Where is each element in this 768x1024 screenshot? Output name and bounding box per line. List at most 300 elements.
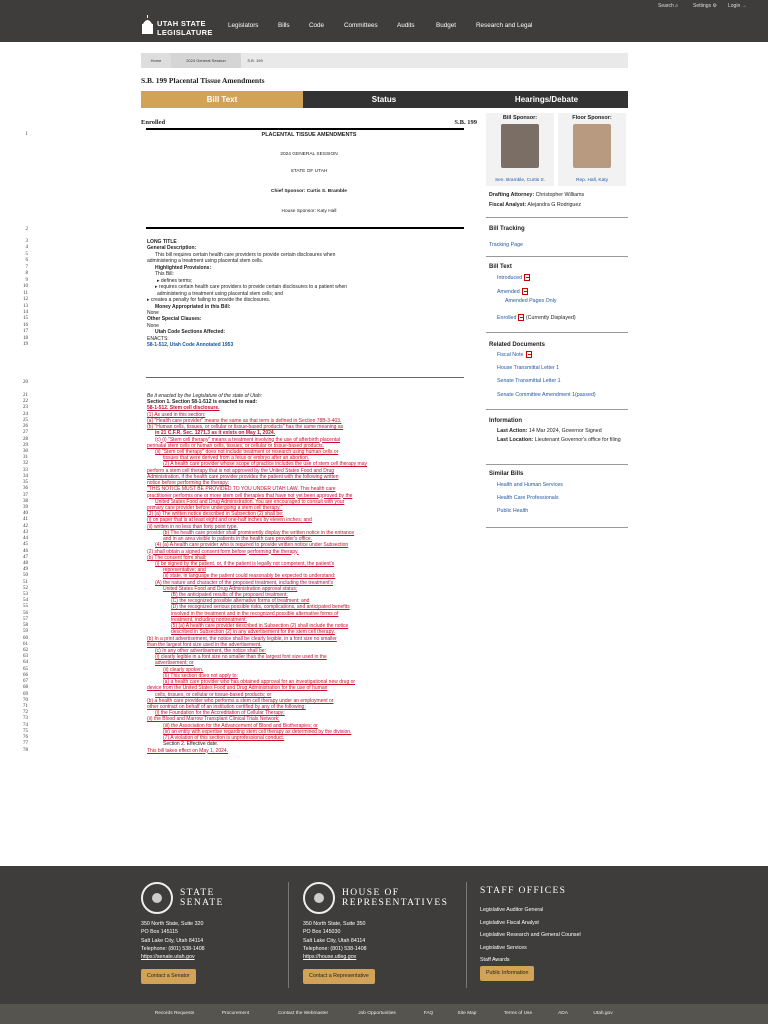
line-number: 53	[23, 592, 28, 598]
search-icon: ⌕	[675, 3, 679, 9]
nav-code[interactable]: Code	[309, 22, 325, 29]
line-number: 74	[23, 722, 28, 728]
line-number: 43	[23, 529, 28, 535]
line-text: primary care provider before undergoing a stem cell therapy."	[147, 504, 283, 511]
bottom-link[interactable]: Contact the Webmaster	[277, 1011, 329, 1016]
staff-offices-title: STAFF OFFICES	[480, 886, 567, 896]
line-text: (4) (a) A health care provider who is required to provide written notice under Subsection	[155, 542, 349, 549]
floor-sponsor-name[interactable]: Rep. Hall, Katy	[576, 178, 608, 183]
line-text: ▸ creates a penalty for failing to provide the disclosures.	[147, 297, 271, 304]
line-text: perinatal stem cells or human cells, tissues, or cellular or tissue-based products.	[147, 442, 325, 449]
document-line	[0, 169, 480, 175]
document-line	[0, 660, 480, 666]
public-information-button[interactable]: Public Information	[480, 966, 534, 981]
footer-divider	[466, 882, 467, 988]
house-seal-icon	[303, 882, 335, 914]
document-line	[0, 252, 480, 258]
line-number: 45	[23, 542, 28, 548]
site-logo[interactable]	[141, 15, 223, 39]
settings-link[interactable]: Settings ⚙	[693, 3, 717, 9]
line-text: (A) the nature and character of the proposed treatment, including the treatment's	[155, 579, 334, 586]
document-line	[0, 278, 480, 284]
line-text: (b) The health care provider shall prominently display the written notice in the entrance	[163, 529, 355, 536]
bill-sponsor-card[interactable]	[486, 113, 554, 186]
login-icon: →	[741, 3, 747, 9]
document-line	[0, 517, 480, 523]
line-text: Section 1. Section 58-1-512 is enacted to read:	[147, 399, 258, 406]
document-line	[0, 524, 480, 530]
fiscal-note-link[interactable]: Fiscal Note	[497, 351, 532, 358]
line-number: 57	[23, 616, 28, 622]
line-text: involved in the treatment and in the recognized possible alternative forms of	[171, 610, 339, 617]
document-line	[0, 405, 480, 411]
line-number: 2	[25, 227, 28, 232]
tab-hearings[interactable]: Hearings/Debate	[465, 91, 628, 108]
breadcrumb-bill: S.B. 199	[247, 58, 263, 63]
contact-senator-button[interactable]: Contact a Senator	[141, 969, 196, 984]
bottom-link[interactable]: FAQ	[423, 1011, 434, 1016]
last-action: Last Action: 14 Mar 2024, Governor Signed	[497, 428, 602, 434]
document-line	[0, 536, 480, 542]
line-number: 9	[25, 277, 28, 283]
document-line	[0, 505, 480, 511]
document-line	[0, 667, 480, 673]
fiscal-analyst: Fiscal Analyst: Alejandra G Rodriguez	[489, 202, 581, 208]
sidebar-divider	[486, 527, 628, 528]
document-line	[0, 629, 480, 635]
line-number: 50	[23, 573, 28, 579]
amended-pages-link[interactable]: Amended Pages Only	[505, 298, 557, 304]
bill-sponsor-photo	[501, 124, 539, 168]
document-line	[0, 586, 480, 592]
document-line	[0, 297, 480, 303]
senate-amendment-link[interactable]: Senate Committee Amendment 1(passed)	[497, 392, 596, 398]
introduced-link[interactable]: Introduced	[497, 274, 530, 281]
utility-bar	[0, 0, 768, 12]
similar-bills-heading: Similar Bills	[489, 471, 524, 477]
line-number: 69	[23, 691, 28, 697]
line-number: 39	[23, 504, 28, 510]
gear-icon: ⚙	[712, 3, 717, 9]
line-text: 58-1-512, Utah Code Annotated 1953	[147, 342, 234, 349]
line-text: This Bill:	[155, 271, 174, 278]
line-number: 51	[23, 579, 28, 585]
pdf-icon[interactable]	[518, 314, 524, 321]
logo-line2: LEGISLATURE	[157, 28, 213, 37]
document-line	[0, 604, 480, 610]
line-text: (D) the recognized serious possible risks, complications, and anticipated benefits	[171, 604, 350, 611]
line-text: cells, tissues, or cellular or tissue-based products; or	[155, 691, 272, 698]
line-text: (2) A health care provider whose scope of practice includes the use of stem cell therapy may	[163, 461, 367, 468]
floor-sponsor-photo	[573, 124, 611, 168]
bottom-link[interactable]: Utah.gov	[593, 1011, 613, 1016]
document-line	[0, 567, 480, 573]
tab-bill-text[interactable]: Bill Text	[141, 91, 303, 108]
document-rule	[146, 128, 464, 130]
sidebar-divider	[486, 256, 628, 257]
document-line	[0, 654, 480, 660]
line-text: practitioner performs one or more stem cell therapies that have not yet been approved by the	[147, 492, 353, 499]
line-text: other contract on behalf of an institution certified by any of the following:	[147, 704, 306, 710]
house-url[interactable]: https://house.utleg.gov	[303, 954, 357, 961]
bottom-link-bar	[0, 1004, 768, 1024]
line-number: 55	[23, 604, 28, 610]
line-number: 8	[25, 271, 28, 277]
line-number: 63	[23, 654, 28, 660]
line-text: Utah Code Sections Affected:	[155, 329, 226, 336]
staff-link[interactable]: Staff Awards	[480, 957, 510, 963]
document-line	[0, 493, 480, 499]
main-navbar	[0, 12, 768, 42]
footer-divider	[288, 882, 289, 988]
line-number: 73	[23, 716, 28, 722]
breadcrumb-session[interactable]: 2024 General Session	[171, 53, 241, 68]
line-text: ▸ defines terms;	[157, 277, 193, 284]
document-line	[0, 642, 480, 648]
line-number: 24	[23, 411, 28, 417]
document-line	[0, 443, 480, 449]
line-number: 71	[23, 704, 28, 709]
line-text: perform a stem cell therapy that is not approved by the United States Food and Drug	[147, 467, 335, 474]
line-number: 60	[23, 635, 28, 641]
line-number: 6	[25, 258, 28, 264]
line-text: representative; and	[163, 567, 206, 574]
line-number: 22	[23, 399, 28, 405]
document-line	[0, 698, 480, 704]
pdf-icon[interactable]	[522, 288, 528, 295]
document-line	[0, 623, 480, 629]
tab-status[interactable]: Status	[303, 91, 465, 108]
line-text: device from the United States Food and Drug Administration for the use of human	[147, 685, 328, 692]
document-line	[0, 474, 480, 480]
line-number: 1	[25, 132, 28, 137]
line-text: (i) the Foundation for the Accreditation of Cellular Therapy;	[155, 710, 285, 717]
line-number: 21	[23, 393, 28, 398]
document-line	[0, 412, 480, 418]
document-line	[0, 449, 480, 455]
nav-committees[interactable]: Committees	[344, 22, 378, 29]
line-number: 52	[23, 585, 28, 591]
senate-title-1: STATE	[180, 888, 215, 898]
line-text: than the largest font size used in the advertisement.	[147, 641, 262, 648]
document-line	[0, 692, 480, 698]
line-text: (i) on paper that is at least eight and one-half inches by eleven inches; and	[147, 517, 312, 524]
enrolled-link[interactable]: Enrolled (Currently Displayed)	[497, 314, 576, 321]
bottom-link[interactable]: Procurement	[221, 1011, 250, 1016]
senate-address: 350 North State, Suite 320 PO Box 145115 Salt Lake City, Utah 84114 Telephone: (801) 538-1408 https://senate.utah.gov	[141, 921, 205, 961]
line-number: 67	[23, 679, 28, 685]
site-footer	[0, 866, 768, 1004]
line-number: 17	[23, 329, 28, 335]
document-line	[0, 592, 480, 598]
document-line	[0, 455, 480, 461]
bill-tabs	[141, 91, 628, 108]
line-number: 26	[23, 424, 28, 430]
line-text: (b) In a print advertisement, the notice shall be clearly legible, in a font size no smaller	[147, 635, 337, 642]
pdf-icon[interactable]	[526, 351, 532, 358]
nav-legislators[interactable]: Legislators	[228, 22, 259, 29]
line-text: General Description:	[147, 245, 197, 252]
sidebar-divider	[486, 464, 628, 465]
line-text: LONG TITLE	[147, 239, 177, 245]
bill-sponsor-name[interactable]: Sen. Bramble, Curtis S.	[494, 178, 546, 183]
line-text: (b) The consent form shall:	[147, 554, 207, 561]
line-text: PLACENTAL TISSUE AMENDMENTS	[261, 132, 357, 138]
document-line	[0, 323, 480, 329]
line-number: 34	[23, 473, 28, 479]
line-number: 54	[23, 598, 28, 604]
document-line	[0, 284, 480, 290]
similar-bill-link[interactable]: Public Health	[497, 508, 529, 514]
line-number: 25	[23, 417, 28, 423]
document-line	[0, 549, 480, 555]
breadcrumb-home[interactable]: Home	[141, 53, 171, 68]
document-line	[0, 209, 480, 215]
line-number: 41	[23, 517, 28, 523]
line-number: 7	[25, 264, 28, 270]
document-line	[0, 393, 480, 399]
bottom-link[interactable]: Site Map	[457, 1011, 477, 1016]
line-number: 61	[23, 641, 28, 647]
line-text: (B) the anticipated results of the proposed treatment;	[171, 592, 288, 599]
line-number: 62	[23, 648, 28, 654]
document-line	[0, 239, 480, 245]
line-text: United States Food and Drug Administration approval status;	[163, 585, 298, 592]
line-number: 28	[23, 436, 28, 442]
document-line	[0, 673, 480, 679]
house-address: 350 North State, Suite 350 PO Box 145030 Salt Lake City, Utah 84114 Telephone: (801) 538-1408 https://house.utleg.gov	[303, 921, 367, 961]
line-text: ▸ requires certain health care providers to provide certain disclosures to a patient when	[155, 284, 348, 291]
document-line	[0, 437, 480, 443]
line-text: (1) As used in this section:	[147, 411, 206, 418]
document-line	[0, 748, 480, 754]
line-text: advertisement; or	[155, 660, 194, 667]
document-line	[0, 132, 480, 138]
line-number: 75	[23, 728, 28, 734]
line-number: 11	[23, 290, 28, 296]
document-line	[0, 598, 480, 604]
staff-link[interactable]: Legislative Fiscal Analyst	[480, 919, 539, 926]
house-title-2: REPRESENTATIVES	[342, 898, 449, 908]
contact-representative-button[interactable]: Contact a Representative	[303, 969, 375, 984]
document-line	[0, 291, 480, 297]
line-text: Section 2. Effective date.	[163, 741, 219, 748]
staff-link[interactable]: Legislative Services	[480, 944, 527, 951]
related-documents-heading: Related Documents	[489, 342, 546, 348]
senate-url[interactable]: https://senate.utah.gov	[141, 954, 195, 961]
line-text: treatment, including nontreatment.	[171, 616, 247, 623]
logo-line1: UTAH STATE	[157, 19, 206, 28]
line-text: (i) clearly legible in a font size no smaller than the largest font size used in the	[155, 654, 327, 661]
document-line	[0, 424, 480, 430]
line-text: (c) (i) "Stem cell therapy" means a treatment involving the use of afterbirth placental	[155, 436, 341, 443]
line-number: 35	[23, 480, 28, 486]
document-line	[0, 580, 480, 586]
pdf-icon[interactable]	[524, 274, 530, 281]
line-number: 70	[23, 697, 28, 703]
last-location: Last Location: Lieutenant Governor's office for filing	[497, 437, 621, 443]
bill-tracking-heading: Bill Tracking	[489, 226, 525, 232]
line-number: 59	[23, 629, 28, 635]
line-number: 13	[23, 303, 28, 309]
document-line	[0, 648, 480, 654]
line-number: 31	[23, 455, 28, 461]
document-line	[0, 741, 480, 747]
document-line	[0, 480, 480, 486]
line-text: Be it enacted by the Legislature of the state of Utah:	[147, 393, 263, 399]
line-number: 78	[23, 747, 28, 753]
senate-seal-icon	[141, 882, 173, 914]
line-number: 68	[23, 685, 28, 691]
line-number: 37	[23, 492, 28, 498]
line-number: 5	[25, 251, 28, 257]
page-title: S.B. 199 Placental Tissue Amendments	[141, 76, 265, 85]
line-number: 64	[23, 660, 28, 666]
line-text: This bill takes effect on May 1, 2024.	[147, 747, 229, 754]
similar-bill-link[interactable]: Health and Human Services	[497, 482, 563, 488]
line-text: 2024 GENERAL SESSION	[280, 152, 338, 157]
staff-link[interactable]: Legislative Research and General Counsel	[480, 932, 581, 938]
document-line	[0, 258, 480, 264]
line-text: (7) A violation of this section is unprofessional conduct.	[163, 735, 285, 742]
floor-sponsor-label: Floor Sponsor:	[572, 115, 612, 121]
line-number: 42	[23, 523, 28, 529]
line-number: 33	[23, 467, 28, 473]
senate-letter-link[interactable]: Senate Transmittal Letter 1	[497, 378, 561, 384]
line-text: (3) (a) The written notice described in Subsection (2) shall be:	[147, 511, 284, 518]
document-line	[0, 336, 480, 342]
line-number: 38	[23, 498, 28, 504]
line-text: Chief Sponsor: Curtis S. Bramble	[271, 189, 347, 194]
search-link[interactable]: Search ⌕	[658, 3, 679, 9]
document-line	[0, 430, 480, 436]
line-number: 56	[23, 610, 28, 616]
document-line	[0, 380, 480, 386]
line-text: (a) "Health care provider" means the same as that term is defined in Section 78B-3-403.	[147, 417, 342, 424]
document-line	[0, 310, 480, 316]
line-text: None	[147, 309, 159, 316]
staff-offices-list	[480, 904, 581, 967]
document-line	[0, 561, 480, 567]
bottom-link[interactable]: Records Requests	[154, 1011, 195, 1016]
tracking-page-link[interactable]: Tracking Page	[489, 242, 523, 248]
nav-audits[interactable]: Audits	[397, 22, 415, 29]
line-number: 12	[23, 297, 28, 303]
document-line	[0, 704, 480, 710]
line-number: 30	[23, 448, 28, 454]
line-text: ENACTS:	[147, 335, 169, 342]
line-text: tissues that were derived from a fetus or embryo after an abortion.	[163, 455, 310, 462]
senate-title-2: SENATE	[180, 898, 224, 908]
line-text: 58-1-512. Stem cell disclosure.	[147, 405, 220, 412]
line-text: described in Subsection (2) in any advertisement for the stem cell therapy.	[171, 629, 335, 636]
document-line	[0, 189, 480, 195]
document-line	[0, 679, 480, 685]
line-text: United States Food and Drug Administration. You are encouraged to consult with your	[155, 498, 345, 505]
bill-text-heading: Bill Text	[489, 264, 512, 270]
floor-sponsor-card[interactable]	[558, 113, 626, 186]
document-line	[0, 271, 480, 277]
line-number: 47	[23, 554, 28, 560]
line-number: 23	[23, 405, 28, 411]
line-text: Other Special Clauses:	[147, 316, 202, 323]
document-line	[0, 461, 480, 467]
enrolled-label: Enrolled	[141, 119, 166, 126]
bottom-link[interactable]: Terms of Use	[503, 1011, 533, 1016]
line-text: (6) This section does not apply to:	[163, 672, 238, 679]
house-letter-link[interactable]: House Transmittal Letter 1	[497, 365, 560, 371]
staff-link[interactable]: Legislative Auditor General	[480, 907, 544, 913]
document-line	[0, 716, 480, 722]
line-number: 16	[23, 322, 28, 328]
document-line	[0, 511, 480, 517]
nav-bills[interactable]: Bills	[278, 22, 290, 29]
bill-number: S.B. 199	[454, 119, 477, 126]
bottom-link[interactable]: Job Opportunities	[358, 1011, 396, 1016]
document-line	[0, 265, 480, 271]
drafting-attorney: Drafting Attorney: Christopher Williams	[489, 192, 585, 198]
line-text: Money Appropriated in this Bill:	[155, 303, 231, 310]
line-text: (5) (a) A health care provider described in Subsection (2) shall include the notice	[171, 623, 349, 630]
document-line	[0, 245, 480, 251]
line-number: 15	[23, 316, 28, 322]
line-text: (iii) the Association for the Advancement of Blood and Biotherapies; or	[163, 722, 318, 729]
line-number: 27	[23, 430, 28, 436]
line-text: (i) be signed by the patient, or, if the patient is legally not competent, the patient's	[155, 560, 335, 567]
line-text: in 21 C.F.R. Sec. 1271.3 as it exists on May 1, 2024.	[155, 430, 276, 437]
line-text: (2) shall obtain a signed consent form before performing the therapy.	[147, 548, 299, 555]
line-number: 44	[23, 536, 28, 542]
login-link[interactable]: Login →	[728, 3, 747, 9]
document-line	[0, 304, 480, 310]
line-number: 65	[23, 666, 28, 672]
nav-budget[interactable]: Budget	[436, 22, 456, 29]
line-text: and in an area visible to patients in the health care provider's office.	[163, 536, 313, 543]
line-text: This bill requires certain health care providers to provide certain disclosures when	[155, 251, 336, 258]
bill-sponsor-label: Bill Sponsor:	[502, 115, 538, 121]
line-text: (c) In any other advertisement, the notice shall be:	[155, 648, 266, 655]
document-line	[0, 499, 480, 505]
information-heading: Information	[489, 418, 522, 424]
line-number: 10	[23, 284, 28, 290]
line-text: notice before performing the therapy:	[147, 480, 229, 487]
line-number: 72	[23, 710, 28, 716]
document-line	[0, 399, 480, 405]
bottom-link[interactable]: ADA	[558, 1011, 568, 1016]
capitol-icon	[141, 15, 154, 35]
sidebar-divider	[486, 409, 628, 410]
document-rule	[146, 377, 464, 378]
line-text: (ii) state, in language the patient could reasonably be expected to understand:	[163, 573, 336, 580]
line-text: House Sponsor: Katy Hall	[281, 209, 337, 214]
sidebar-divider	[486, 217, 628, 218]
amended-link[interactable]: Amended	[497, 288, 528, 295]
nav-research-legal[interactable]: Research and Legal	[476, 22, 533, 29]
line-number: 49	[23, 567, 28, 573]
line-number: 20	[23, 380, 28, 385]
document-line	[0, 468, 480, 474]
line-text: Highlighted Provisions:	[155, 264, 212, 271]
line-number: 18	[23, 335, 28, 341]
house-title-1: HOUSE OF	[342, 888, 400, 898]
document-line	[0, 729, 480, 735]
line-number: 77	[23, 741, 28, 747]
similar-bill-link[interactable]: Health Care Professionals	[497, 495, 559, 501]
line-number: 58	[23, 623, 28, 629]
document-line	[0, 152, 480, 158]
breadcrumb	[141, 53, 628, 68]
document-line	[0, 710, 480, 716]
